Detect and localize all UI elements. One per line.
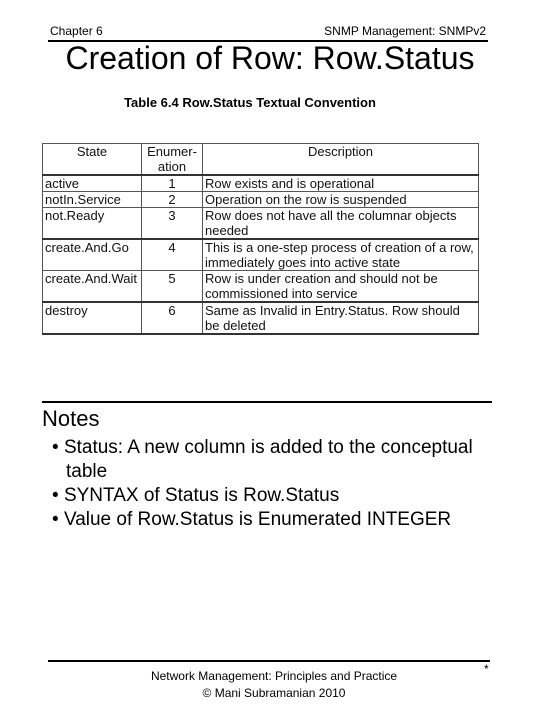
slide-title: Creation of Row: Row.Status — [65, 40, 475, 76]
description-cell: Same as Invalid in Entry.Status. Row should be deleted — [203, 302, 479, 334]
state-cell: create.And.Go — [43, 239, 142, 271]
description-cell: Row is under creation and should not be commissioned into service — [203, 271, 479, 303]
notes-divider — [42, 401, 492, 403]
table-row — [43, 208, 479, 240]
notes-item-text: Status: A new column is added to the conceptual table — [63, 437, 473, 482]
bullet-marker: • — [52, 509, 59, 530]
table-header-row — [43, 144, 479, 176]
description-cell: Row exists and is operational — [203, 175, 479, 192]
col-header-enumeration: Enumer-ation — [142, 144, 203, 176]
header-topic: SNMP Management: SNMPv2 — [324, 24, 486, 38]
description-cell: Operation on the row is suspended — [203, 192, 479, 208]
notes-heading: Notes — [42, 406, 100, 431]
bullet-marker: • — [52, 485, 59, 506]
enum-cell: 4 — [142, 239, 203, 271]
notes-item-text: Value of Row.Status is Enumerated INTEGER — [63, 509, 452, 530]
footer-divider — [48, 660, 490, 662]
enum-cell: 3 — [142, 208, 203, 240]
row-status-table — [42, 143, 479, 335]
notes-item — [48, 436, 518, 484]
state-cell: active — [43, 175, 142, 192]
state-cell: destroy — [43, 302, 142, 334]
table-row — [43, 271, 479, 303]
table-row — [43, 302, 479, 334]
description-cell: Row does not have all the columnar objects needed — [203, 208, 479, 240]
col-header-state: State — [43, 144, 142, 176]
state-cell: create.And.Wait — [43, 271, 142, 303]
table-row — [43, 192, 479, 208]
enum-cell: 5 — [142, 271, 203, 303]
notes-item — [48, 484, 518, 508]
state-cell: not.Ready — [43, 208, 142, 240]
table-caption: Table 6.4 Row.Status Textual Convention — [124, 95, 376, 110]
notes-item-text: SYNTAX of Status is Row.Status — [63, 485, 340, 506]
enum-cell: 2 — [142, 192, 203, 208]
col-header-description: Description — [203, 144, 479, 176]
header-chapter: Chapter 6 — [50, 24, 103, 38]
footer — [0, 668, 540, 702]
notes-list — [48, 436, 518, 532]
table-row — [43, 175, 479, 192]
enum-cell: 1 — [142, 175, 203, 192]
footer-copyright: © Mani Subramanian 2010 — [202, 686, 346, 700]
table-row — [43, 239, 479, 271]
page-marker: * — [484, 662, 489, 676]
description-cell: This is a one-step process of creation of a row, immediately goes into active state — [203, 239, 479, 271]
state-cell: notIn.Service — [43, 192, 142, 208]
bullet-marker: • — [52, 437, 59, 458]
notes-item — [48, 508, 518, 532]
footer-book-title: Network Management: Principles and Practice — [150, 669, 398, 683]
enum-cell: 6 — [142, 302, 203, 334]
